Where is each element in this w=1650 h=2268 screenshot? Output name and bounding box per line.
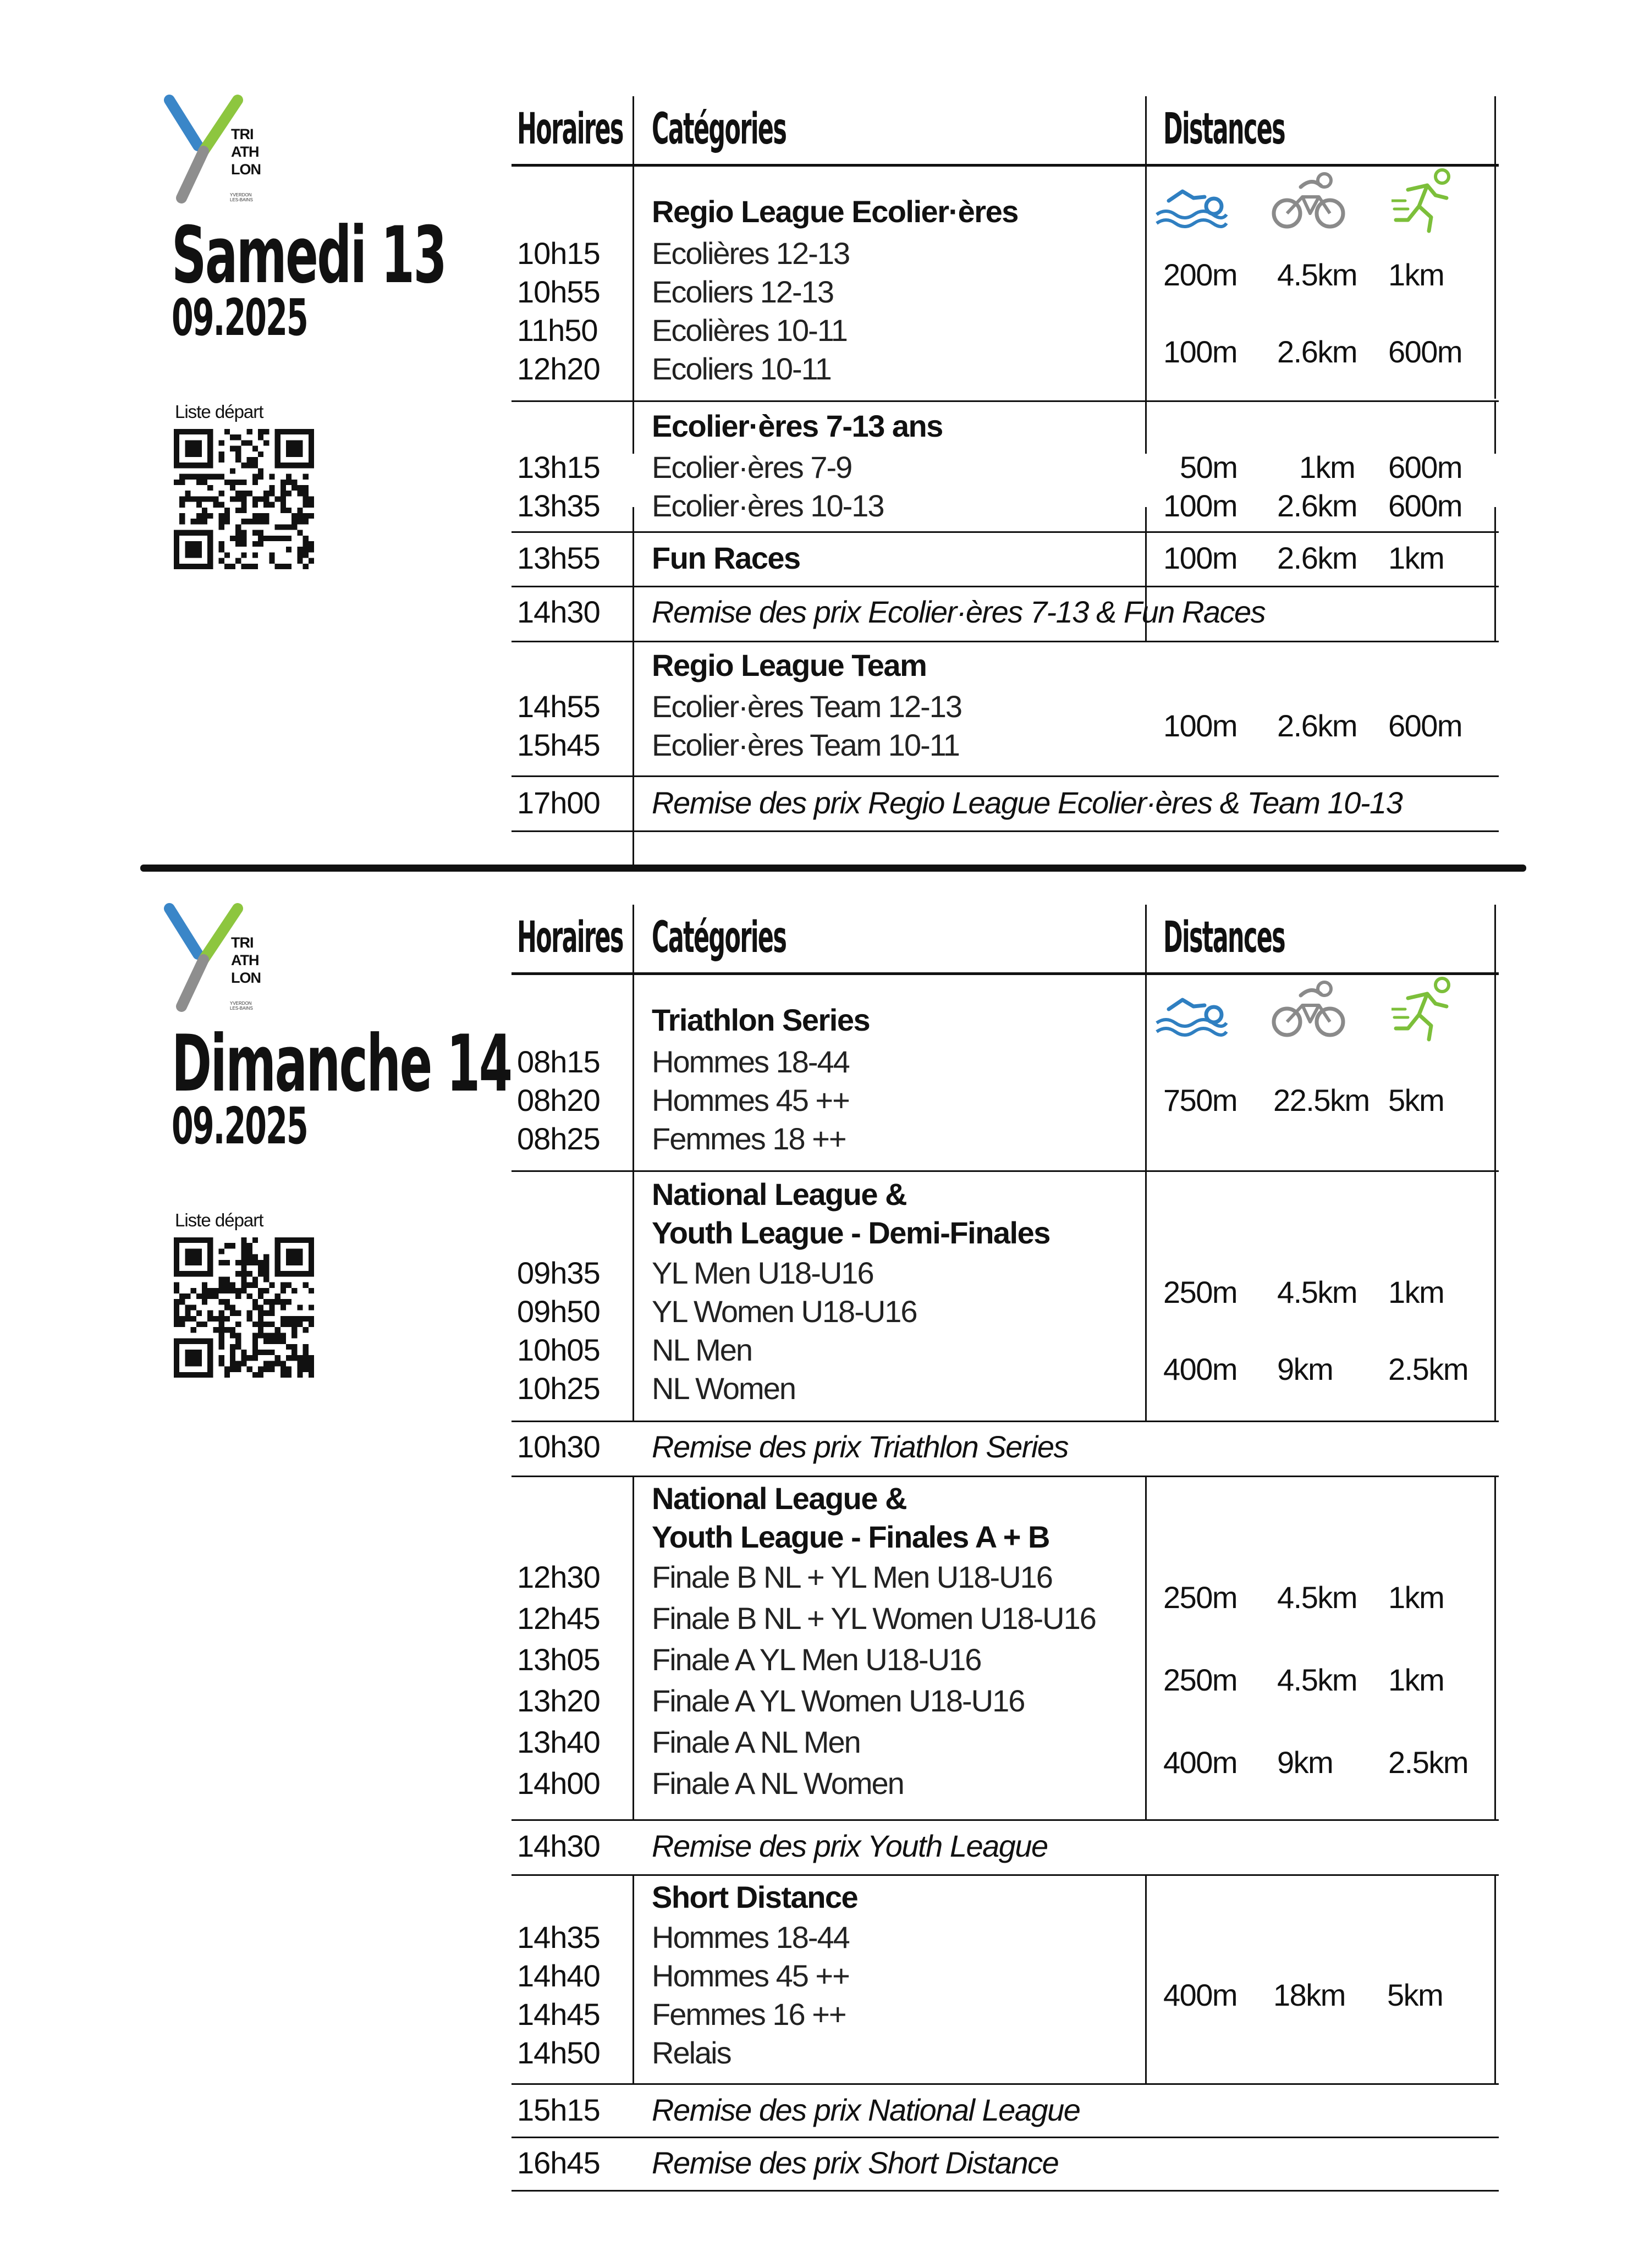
header-rule: [512, 972, 1499, 975]
row-rule: [512, 586, 1499, 587]
col-divider: [1145, 96, 1147, 401]
category: Ecoliers 12-13: [652, 274, 833, 309]
category-title: Regio League Team: [652, 648, 927, 682]
time: 13h40: [517, 1725, 600, 1759]
col-divider: [1494, 1875, 1496, 2084]
category: Finale A YL Women U18-U16: [652, 1683, 1025, 1718]
category: Finale B NL + YL Women U18-U16: [652, 1601, 1096, 1636]
category-title: Fun Races: [652, 541, 800, 575]
logo-sub-2: LES-BAINS: [230, 197, 253, 202]
category: Relais: [652, 2035, 731, 2070]
col-divider: [1494, 905, 1496, 973]
category: YL Men U18-U16: [652, 1256, 873, 1290]
qr-code[interactable]: [174, 429, 314, 569]
run-distance: 600m: [1388, 708, 1462, 743]
row-rule: [512, 830, 1499, 832]
bike-distance: 4.5km: [1277, 1275, 1357, 1309]
header-categories: Catégories: [652, 104, 787, 154]
col-divider: [632, 905, 634, 1422]
time: 09h50: [517, 1294, 600, 1329]
time: 10h55: [517, 274, 600, 309]
time: 08h15: [517, 1044, 600, 1079]
ceremony: Remise des prix Short Distance: [652, 2145, 1059, 2180]
bike-distance: 2.6km: [1277, 488, 1357, 523]
run-distance: 1km: [1388, 1275, 1444, 1309]
time: 14h40: [517, 1958, 600, 1993]
bike-distance: 2.6km: [1277, 708, 1357, 743]
run-distance: 5km: [1388, 1083, 1444, 1118]
logo-letter-tri: TRI: [231, 126, 254, 142]
time: 12h45: [517, 1601, 600, 1636]
swim-distance: 100m: [1163, 541, 1238, 575]
col-divider: [1494, 507, 1496, 642]
category-title: Youth League - Finales A + B: [652, 1520, 1049, 1554]
bike-icon: [1270, 170, 1348, 231]
time: 17h00: [517, 785, 600, 820]
col-divider: [1145, 401, 1147, 454]
category: NL Men: [652, 1333, 752, 1367]
day-title: Samedi 13: [172, 210, 446, 301]
logo-letter-lon: LON: [231, 970, 261, 986]
day-title: Dimanche 14: [172, 1019, 512, 1109]
qr-label: Liste départ: [175, 401, 263, 422]
ceremony: Remise des prix Triathlon Series: [652, 1429, 1069, 1464]
bike-distance: 22.5km: [1273, 1083, 1370, 1118]
logo-letter-tri: TRI: [231, 934, 254, 951]
category: Finale A YL Men U18-U16: [652, 1642, 981, 1677]
run-distance: 5km: [1387, 1978, 1443, 2012]
category: Hommes 18-44: [652, 1044, 849, 1079]
time: 14h00: [517, 1766, 600, 1801]
logo-subtext: [230, 192, 253, 202]
category: Ecolier·ères 7-9: [652, 450, 852, 485]
col-divider: [632, 1875, 634, 2084]
time: 12h20: [517, 351, 600, 386]
bike-distance: 1km: [1299, 450, 1355, 485]
category: Ecolier·ères Team 10-11: [652, 728, 959, 762]
logo-sub-1: YVERDON: [230, 192, 252, 197]
time: 14h35: [517, 1920, 600, 1955]
category: Ecoliers 10-11: [652, 351, 831, 386]
run-distance: 2.5km: [1388, 1745, 1468, 1780]
category: Hommes 45 ++: [652, 1083, 849, 1118]
category: Hommes 18-44: [652, 1920, 849, 1955]
swim-icon: [1152, 984, 1229, 1039]
bike-distance: 4.5km: [1277, 257, 1357, 292]
row-rule: [512, 531, 1499, 533]
col-divider: [632, 96, 634, 401]
header-horaires: Horaires: [517, 104, 623, 154]
header-distances: Distances: [1163, 104, 1285, 154]
day-date: 09.2025: [172, 288, 307, 347]
logo-sub-2: LES-BAINS: [230, 1006, 253, 1011]
logo-sub-1: YVERDON: [230, 1001, 252, 1006]
run-distance: 1km: [1388, 541, 1444, 575]
row-rule: [512, 2137, 1499, 2138]
category-title: Short Distance: [652, 1880, 858, 1914]
header-distances: Distances: [1163, 913, 1285, 962]
header-categories: Catégories: [652, 913, 787, 962]
row-rule: [512, 1421, 1499, 1422]
time: 15h45: [517, 728, 600, 762]
run-distance: 1km: [1388, 1580, 1444, 1615]
logo-letter-ath: ATH: [231, 952, 259, 968]
bike-distance: 4.5km: [1277, 1663, 1357, 1697]
bike-distance: 4.5km: [1277, 1580, 1357, 1615]
col-divider: [632, 1477, 634, 1820]
time: 11h50: [517, 313, 598, 348]
category: YL Women U18-U16: [652, 1294, 917, 1329]
bike-distance: 9km: [1277, 1352, 1333, 1386]
time: 14h50: [517, 2035, 600, 2070]
category: Femmes 16 ++: [652, 1997, 846, 2032]
swim-distance: 200m: [1163, 257, 1238, 292]
ceremony: Remise des prix Youth League: [652, 1829, 1048, 1863]
swim-distance: 400m: [1163, 1745, 1238, 1780]
bike-distance: 9km: [1277, 1745, 1333, 1780]
time: 13h20: [517, 1683, 600, 1718]
category: Femmes 18 ++: [652, 1121, 846, 1156]
time: 10h30: [517, 1429, 600, 1464]
row-rule: [512, 641, 1499, 642]
time: 10h15: [517, 236, 600, 271]
time: 16h45: [517, 2145, 600, 2180]
col-divider: [1494, 1477, 1496, 1820]
swim-distance: 100m: [1163, 708, 1238, 743]
col-divider: [1145, 1875, 1147, 2084]
category-title: Triathlon Series: [652, 1003, 870, 1037]
category: Finale B NL + YL Men U18-U16: [652, 1560, 1052, 1594]
header-rule: [512, 164, 1499, 167]
category-title: Ecolier·ères 7-13 ans: [652, 409, 943, 443]
bike-distance: 2.6km: [1277, 541, 1357, 575]
row-rule: [512, 1819, 1499, 1821]
swim-distance: 250m: [1163, 1663, 1238, 1697]
run-distance: 600m: [1388, 334, 1462, 369]
row-rule: [512, 2083, 1499, 2085]
ceremony: Remise des prix Ecolier·ères 7-13 & Fun Races: [652, 594, 1266, 629]
swim-distance: 50m: [1180, 450, 1238, 485]
col-divider: [1494, 401, 1496, 454]
category: Ecolier·ères Team 12-13: [652, 689, 962, 724]
category: NL Women: [652, 1371, 795, 1406]
logo-subtext: [230, 1001, 253, 1011]
logo-letter-lon: LON: [231, 161, 261, 178]
swim-distance: 100m: [1163, 334, 1238, 369]
time: 10h05: [517, 1333, 600, 1367]
time: 14h55: [517, 689, 600, 724]
category-title: National League &: [652, 1177, 907, 1212]
category: Ecolières 12-13: [652, 236, 850, 271]
category: Ecolier·ères 10-13: [652, 488, 884, 523]
swim-icon: [1152, 176, 1229, 231]
col-divider: [1494, 973, 1496, 1422]
category-title: Youth League - Demi-Finales: [652, 1215, 1050, 1250]
bike-distance: 2.6km: [1277, 334, 1357, 369]
category: Finale A NL Women: [652, 1766, 904, 1801]
run-icon: [1392, 976, 1458, 1042]
row-rule: [512, 400, 1499, 402]
swim-distance: 750m: [1163, 1083, 1238, 1118]
row-rule: [512, 1476, 1499, 1477]
time: 09h35: [517, 1256, 600, 1290]
row-rule: [512, 1874, 1499, 1876]
row-rule: [512, 1170, 1499, 1172]
swim-distance: 100m: [1163, 488, 1238, 523]
col-divider: [1145, 905, 1147, 1422]
category-title: National League &: [652, 1481, 907, 1516]
logo-letter-ath: ATH: [231, 144, 259, 160]
bike-distance: 18km: [1273, 1978, 1345, 2012]
time: 13h05: [517, 1642, 600, 1677]
col-divider: [1494, 165, 1496, 399]
run-distance: 1km: [1388, 1663, 1444, 1697]
col-divider: [1494, 96, 1496, 165]
col-divider: [1145, 1477, 1147, 1820]
row-rule: [512, 775, 1499, 777]
swim-distance: 250m: [1163, 1580, 1238, 1615]
bike-icon: [1270, 979, 1348, 1039]
run-distance: 600m: [1388, 488, 1462, 523]
qr-label: Liste départ: [175, 1210, 263, 1230]
run-icon: [1392, 168, 1458, 234]
category: Ecolières 10-11: [652, 313, 847, 348]
ceremony: Remise des prix National League: [652, 2093, 1080, 2127]
time: 14h45: [517, 1997, 600, 2032]
time: 08h20: [517, 1083, 600, 1118]
ceremony: Remise des prix Regio League Ecolier·ères & Team 10-13: [652, 785, 1402, 820]
category-title: Regio League Ecolier·ères: [652, 194, 1018, 229]
swim-distance: 400m: [1163, 1978, 1238, 2012]
time: 12h30: [517, 1560, 600, 1594]
qr-code[interactable]: [174, 1237, 314, 1378]
run-distance: 2.5km: [1388, 1352, 1468, 1386]
run-distance: 600m: [1388, 450, 1462, 485]
category: Hommes 45 ++: [652, 1958, 849, 1993]
time: 08h25: [517, 1121, 600, 1156]
time: 13h55: [517, 541, 600, 575]
swim-distance: 250m: [1163, 1275, 1238, 1309]
time: 10h25: [517, 1371, 600, 1406]
header-horaires: Horaires: [517, 913, 623, 962]
time: 15h15: [517, 2093, 600, 2127]
col-divider: [632, 401, 634, 454]
section-divider: [140, 865, 1526, 872]
swim-distance: 400m: [1163, 1352, 1238, 1386]
time: 13h15: [517, 450, 600, 485]
col-divider: [632, 507, 634, 870]
day-date: 09.2025: [172, 1097, 307, 1155]
time: 14h30: [517, 594, 600, 629]
time: 14h30: [517, 1829, 600, 1863]
time: 13h35: [517, 488, 600, 523]
row-rule: [512, 2190, 1499, 2192]
run-distance: 1km: [1388, 257, 1444, 292]
category: Finale A NL Men: [652, 1725, 860, 1759]
